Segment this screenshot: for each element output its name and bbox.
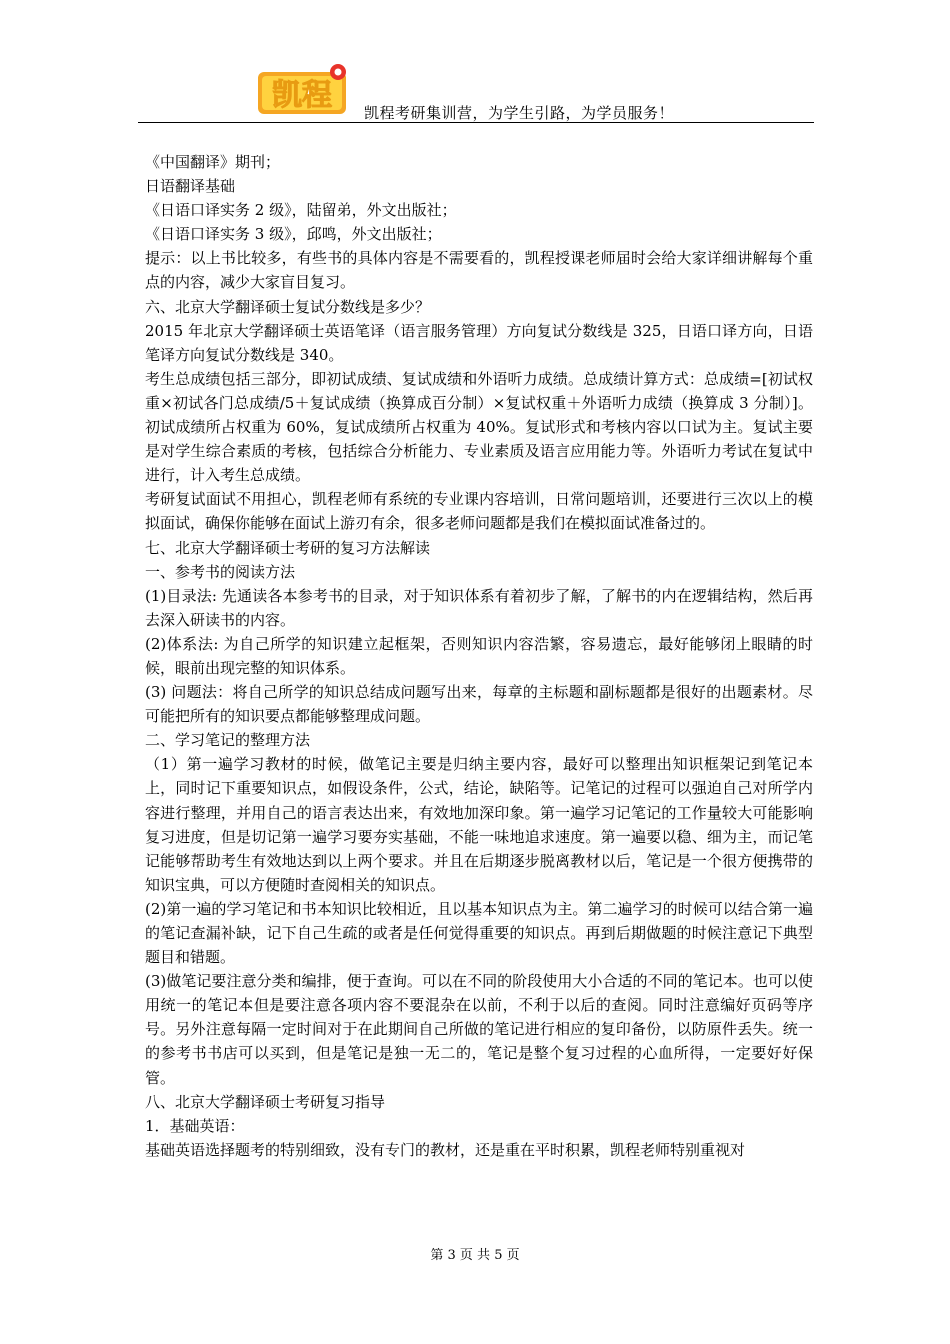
header-rule bbox=[138, 122, 814, 123]
paragraph: 考研复试面试不用担心，凯程老师有系统的专业课内容培训，日常问题培训，还要进行三次以上的模拟面试，确保你能够在面试上游刃有余，很多老师问题都是我们在模拟面试准备过的。 bbox=[145, 490, 813, 533]
section-heading: 八、北京大学翻译硕士考研复习指导 bbox=[145, 1092, 386, 1111]
kaicheng-logo bbox=[256, 62, 352, 118]
page-header bbox=[138, 62, 814, 124]
subsection-heading: 1．基础英语： bbox=[145, 1116, 245, 1135]
section-heading: 六、北京大学翻译硕士复试分数线是多少？ bbox=[145, 297, 431, 316]
subsection-heading: 二、学习笔记的整理方法 bbox=[145, 731, 311, 750]
subsection-heading: 一、参考书的阅读方法 bbox=[145, 562, 296, 581]
section-heading: 七、北京大学翻译硕士考研的复习方法解读 bbox=[145, 538, 431, 557]
page-footer: 第 3 页 共 5 页 bbox=[430, 1248, 520, 1263]
paragraph: 《日语口译实务 2 级》，陆留弟，外文出版社； bbox=[145, 201, 457, 220]
paragraph: (2)体系法: 为自己所学的知识建立起框架，否则知识内容浩繁，容易遗忘，最好能够闭上眼睛的时候，眼前出现完整的知识体系。 bbox=[145, 634, 813, 677]
logo-text: 凯程 bbox=[272, 78, 332, 113]
header-slogan: 凯程考研集训营，为学生引路，为学员服务！ bbox=[364, 104, 675, 122]
paragraph: 日语翻译基础 bbox=[145, 177, 236, 196]
paragraph: 2015 年北京大学翻译硕士英语笔译（语言服务管理）方向复试分数线是 325，日语口译方向，日语笔译方向复试分数线是 340。 bbox=[145, 321, 813, 364]
paragraph: 基础英语选择题考的特别细致，没有专门的教材，还是重在平时积累，凯程老师特别重视对 bbox=[145, 1140, 746, 1159]
paragraph: 考生总成绩包括三部分，即初试成绩、复试成绩和外语听力成绩。总成绩计算方式：总成绩=[初试权重×初试各门总成绩/5＋复试成绩（换算成百分制）×复试权重＋外语听力成绩（换算成 3 分制）]。初试成绩所占权重为 60%，复试成绩所占权重为 40%。复试形式和考核内容以口试为主。复试主要是对学生综合素质的考核，包括综合分析能力、专业素质及语言应用能力等。外语听力考试在复试中进行，计入考生总成绩。 bbox=[145, 369, 813, 485]
paragraph: (3) 问题法：将自己所学的知识总结成问题写出来，每章的主标题和副标题都是很好的出题素材。尽可能把所有的知识要点都能够整理成问题。 bbox=[145, 683, 813, 726]
document-body bbox=[145, 150, 813, 1162]
paragraph: 《日语口译实务 3 级》，邱鸣，外文出版社； bbox=[145, 225, 442, 244]
paragraph: （1）第一遍学习教材的时候，做笔记主要是归纳主要内容，最好可以整理出知识框架记到笔记本上，同时记下重要知识点，如假设条件，公式，结论，缺陷等。记笔记的过程可以强迫自己对所学内容进行整理，并用自己的语言表达出来，有效地加深印象。第一遍学习记笔记的工作量较大可能影响复习进度，但是切记第一遍学习要夯实基础，不能一味地追求速度。第一遍要以稳、细为主，而记笔记能够帮助考生有效地达到以上两个要求。并且在后期逐步脱离教材以后，笔记是一个很方便携带的知识宝典，可以方便随时查阅相关的知识点。 bbox=[145, 755, 813, 894]
paragraph: (1)目录法: 先通读各本参考书的目录，对于知识体系有着初步了解，了解书的内在逻辑结构，然后再去深入研读书的内容。 bbox=[145, 586, 813, 629]
paragraph: 《中国翻译》期刊； bbox=[145, 153, 281, 171]
paragraph: 提示：以上书比较多，有些书的具体内容是不需要看的，凯程授课老师届时会给大家详细讲解每个重点的内容，减少大家盲目复习。 bbox=[145, 249, 813, 292]
paragraph: (3)做笔记要注意分类和编排，便于查询。可以在不同的阶段使用大小合适的不同的笔记本。也可以使用统一的笔记本但是要注意各项内容不要混杂在以前，不利于以后的查阅。同时注意编好页码等序号。另外注意每隔一定时间对于在此期间自己所做的笔记进行相应的复印备份，以防原件丢失。统一的参考书书店可以买到，但是笔记是独一无二的，笔记是整个复习过程的心血所得，一定要好好保管。 bbox=[145, 972, 813, 1087]
paragraph: (2)第一遍的学习笔记和书本知识比较相近，且以基本知识点为主。第二遍学习的时候可以结合第一遍的笔记查漏补缺，记下自己生疏的或者是任何觉得重要的知识点。再到后期做题的时候注意记下典型题目和错题。 bbox=[145, 899, 813, 967]
